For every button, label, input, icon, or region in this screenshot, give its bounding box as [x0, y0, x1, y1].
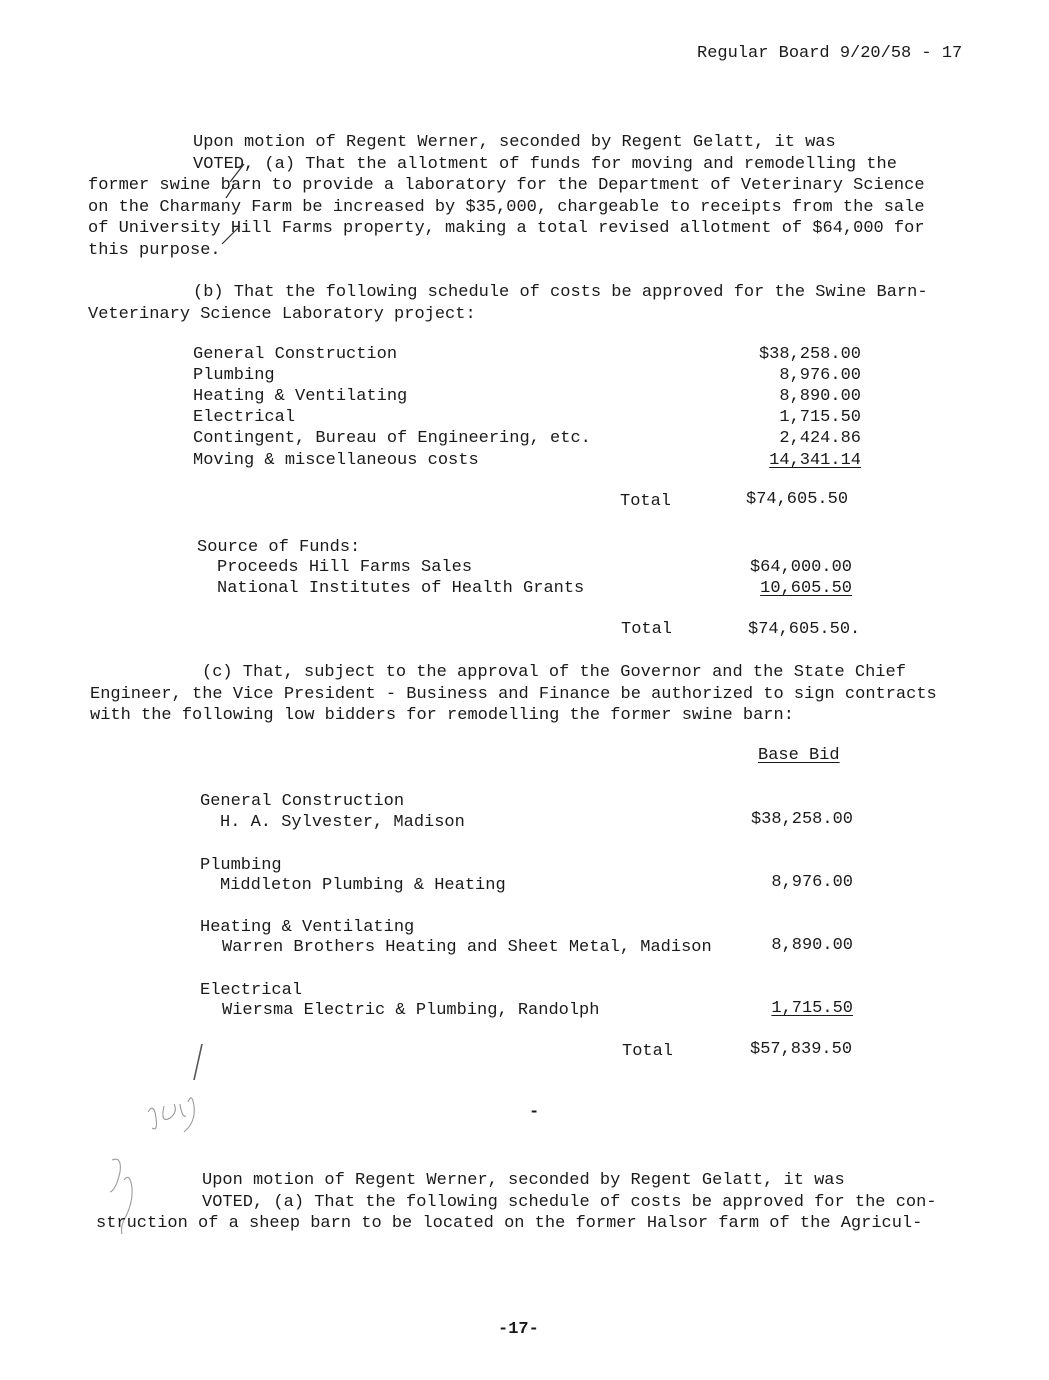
page-number: -17- — [498, 1320, 539, 1339]
part-b-line: (b) That the following schedule of costs be approved for the Swine Barn- — [193, 283, 928, 302]
part-c-paragraph — [90, 662, 970, 727]
cost-row — [193, 429, 861, 450]
cost-row — [193, 387, 861, 408]
cost-label: General Construction — [193, 345, 398, 364]
base-bid-header: Base Bid — [758, 746, 840, 765]
bid-category: Heating & Ventilating — [200, 918, 415, 937]
cost-amount: 8,890.00 — [779, 387, 861, 406]
source-row — [197, 558, 852, 579]
source-total-amount: $74,605.50. — [748, 620, 861, 639]
bid-total-label: Total — [622, 1042, 674, 1061]
cost-total-amount: $74,605.50 — [746, 490, 849, 509]
source-label: Proceeds Hill Farms Sales — [217, 558, 473, 577]
bid-amount: 8,890.00 — [771, 936, 853, 955]
motion-2-line: VOTED, (a) That the following schedule of costs be approved for the con- — [202, 1192, 937, 1212]
cost-amount: 2,424.86 — [779, 429, 861, 448]
bid-category: Electrical — [200, 981, 303, 1000]
part-b-line: Veterinary Science Laboratory project: — [88, 304, 476, 324]
motion-1-line: VOTED, (a) That the allotment of funds for moving and remodelling the — [193, 154, 897, 174]
pen-correction-mark-icon — [220, 150, 280, 250]
part-c-line: with the following low bidders for remodelling the former swine barn: — [90, 706, 794, 725]
cost-label: Plumbing — [193, 366, 275, 385]
section-separator: - — [529, 1103, 540, 1122]
source-heading: Source of Funds: — [197, 538, 361, 557]
source-total-label: Total — [621, 620, 673, 639]
part-b-paragraph — [88, 282, 968, 325]
source-label: National Institutes of Health Grants — [217, 579, 585, 598]
motion-2-paragraph — [96, 1170, 976, 1235]
cost-amount: 1,715.50 — [779, 408, 861, 427]
bid-bidder: H. A. Sylvester, Madison — [220, 813, 465, 832]
cost-amount: $38,258.00 — [758, 345, 861, 364]
motion-1-line: former swine barn to provide a laboratory for the Department of Veterinary Science — [88, 176, 925, 195]
cost-label: Heating & Ventilating — [193, 387, 408, 406]
cost-label: Electrical — [193, 408, 296, 427]
bid-category: General Construction — [200, 792, 405, 811]
cost-row — [193, 451, 861, 472]
motion-1-line: Upon motion of Regent Werner, seconded by Regent Gelatt, it was — [193, 133, 836, 152]
bid-amount: 8,976.00 — [771, 873, 853, 892]
cost-amount: 14,341.14 — [769, 451, 861, 470]
source-row — [197, 579, 852, 600]
motion-1-line: of University Hill Farms property, making a total revised allotment of $64,000 for — [88, 219, 925, 238]
bid-amount: 1,715.50 — [771, 999, 853, 1018]
cost-amount: 8,976.00 — [779, 366, 861, 385]
source-amount: $64,000.00 — [749, 558, 852, 577]
cost-label: Contingent, Bureau of Engineering, etc. — [193, 429, 591, 448]
motion-1-line: this purpose. — [88, 240, 221, 260]
part-c-line: (c) That, subject to the approval of the Governor and the State Chief — [202, 663, 906, 682]
source-amount: 10,605.50 — [760, 579, 852, 598]
part-c-line: Engineer, the Vice President - Business and Finance be authorized to sign contracts — [90, 684, 937, 704]
bid-amount: $38,258.00 — [750, 810, 853, 829]
cost-row — [193, 408, 861, 429]
running-head: Regular Board 9/20/58 - 17 — [697, 44, 963, 63]
cost-row — [193, 366, 861, 387]
motion-1-line: on the Charmany Farm be increased by $35,000, chargeable to receipts from the sale — [88, 197, 925, 217]
bid-total-amount: $57,839.50 — [750, 1040, 853, 1059]
cost-total-label: Total — [620, 492, 672, 511]
bid-bidder: Wiersma Electric & Plumbing, Randolph — [222, 1001, 600, 1020]
motion-2-line: struction of a sheep barn to be located on the former Halsor farm of the Agricul- — [96, 1214, 923, 1233]
cost-label: Moving & miscellaneous costs — [193, 451, 479, 470]
motion-2-line: Upon motion of Regent Werner, seconded by Regent Gelatt, it was — [202, 1171, 845, 1190]
bid-bidder: Middleton Plumbing & Heating — [220, 876, 506, 895]
cost-row — [193, 345, 861, 366]
bid-bidder: Warren Brothers Heating and Sheet Metal, Madison — [222, 938, 712, 957]
bid-category: Plumbing — [200, 856, 282, 875]
